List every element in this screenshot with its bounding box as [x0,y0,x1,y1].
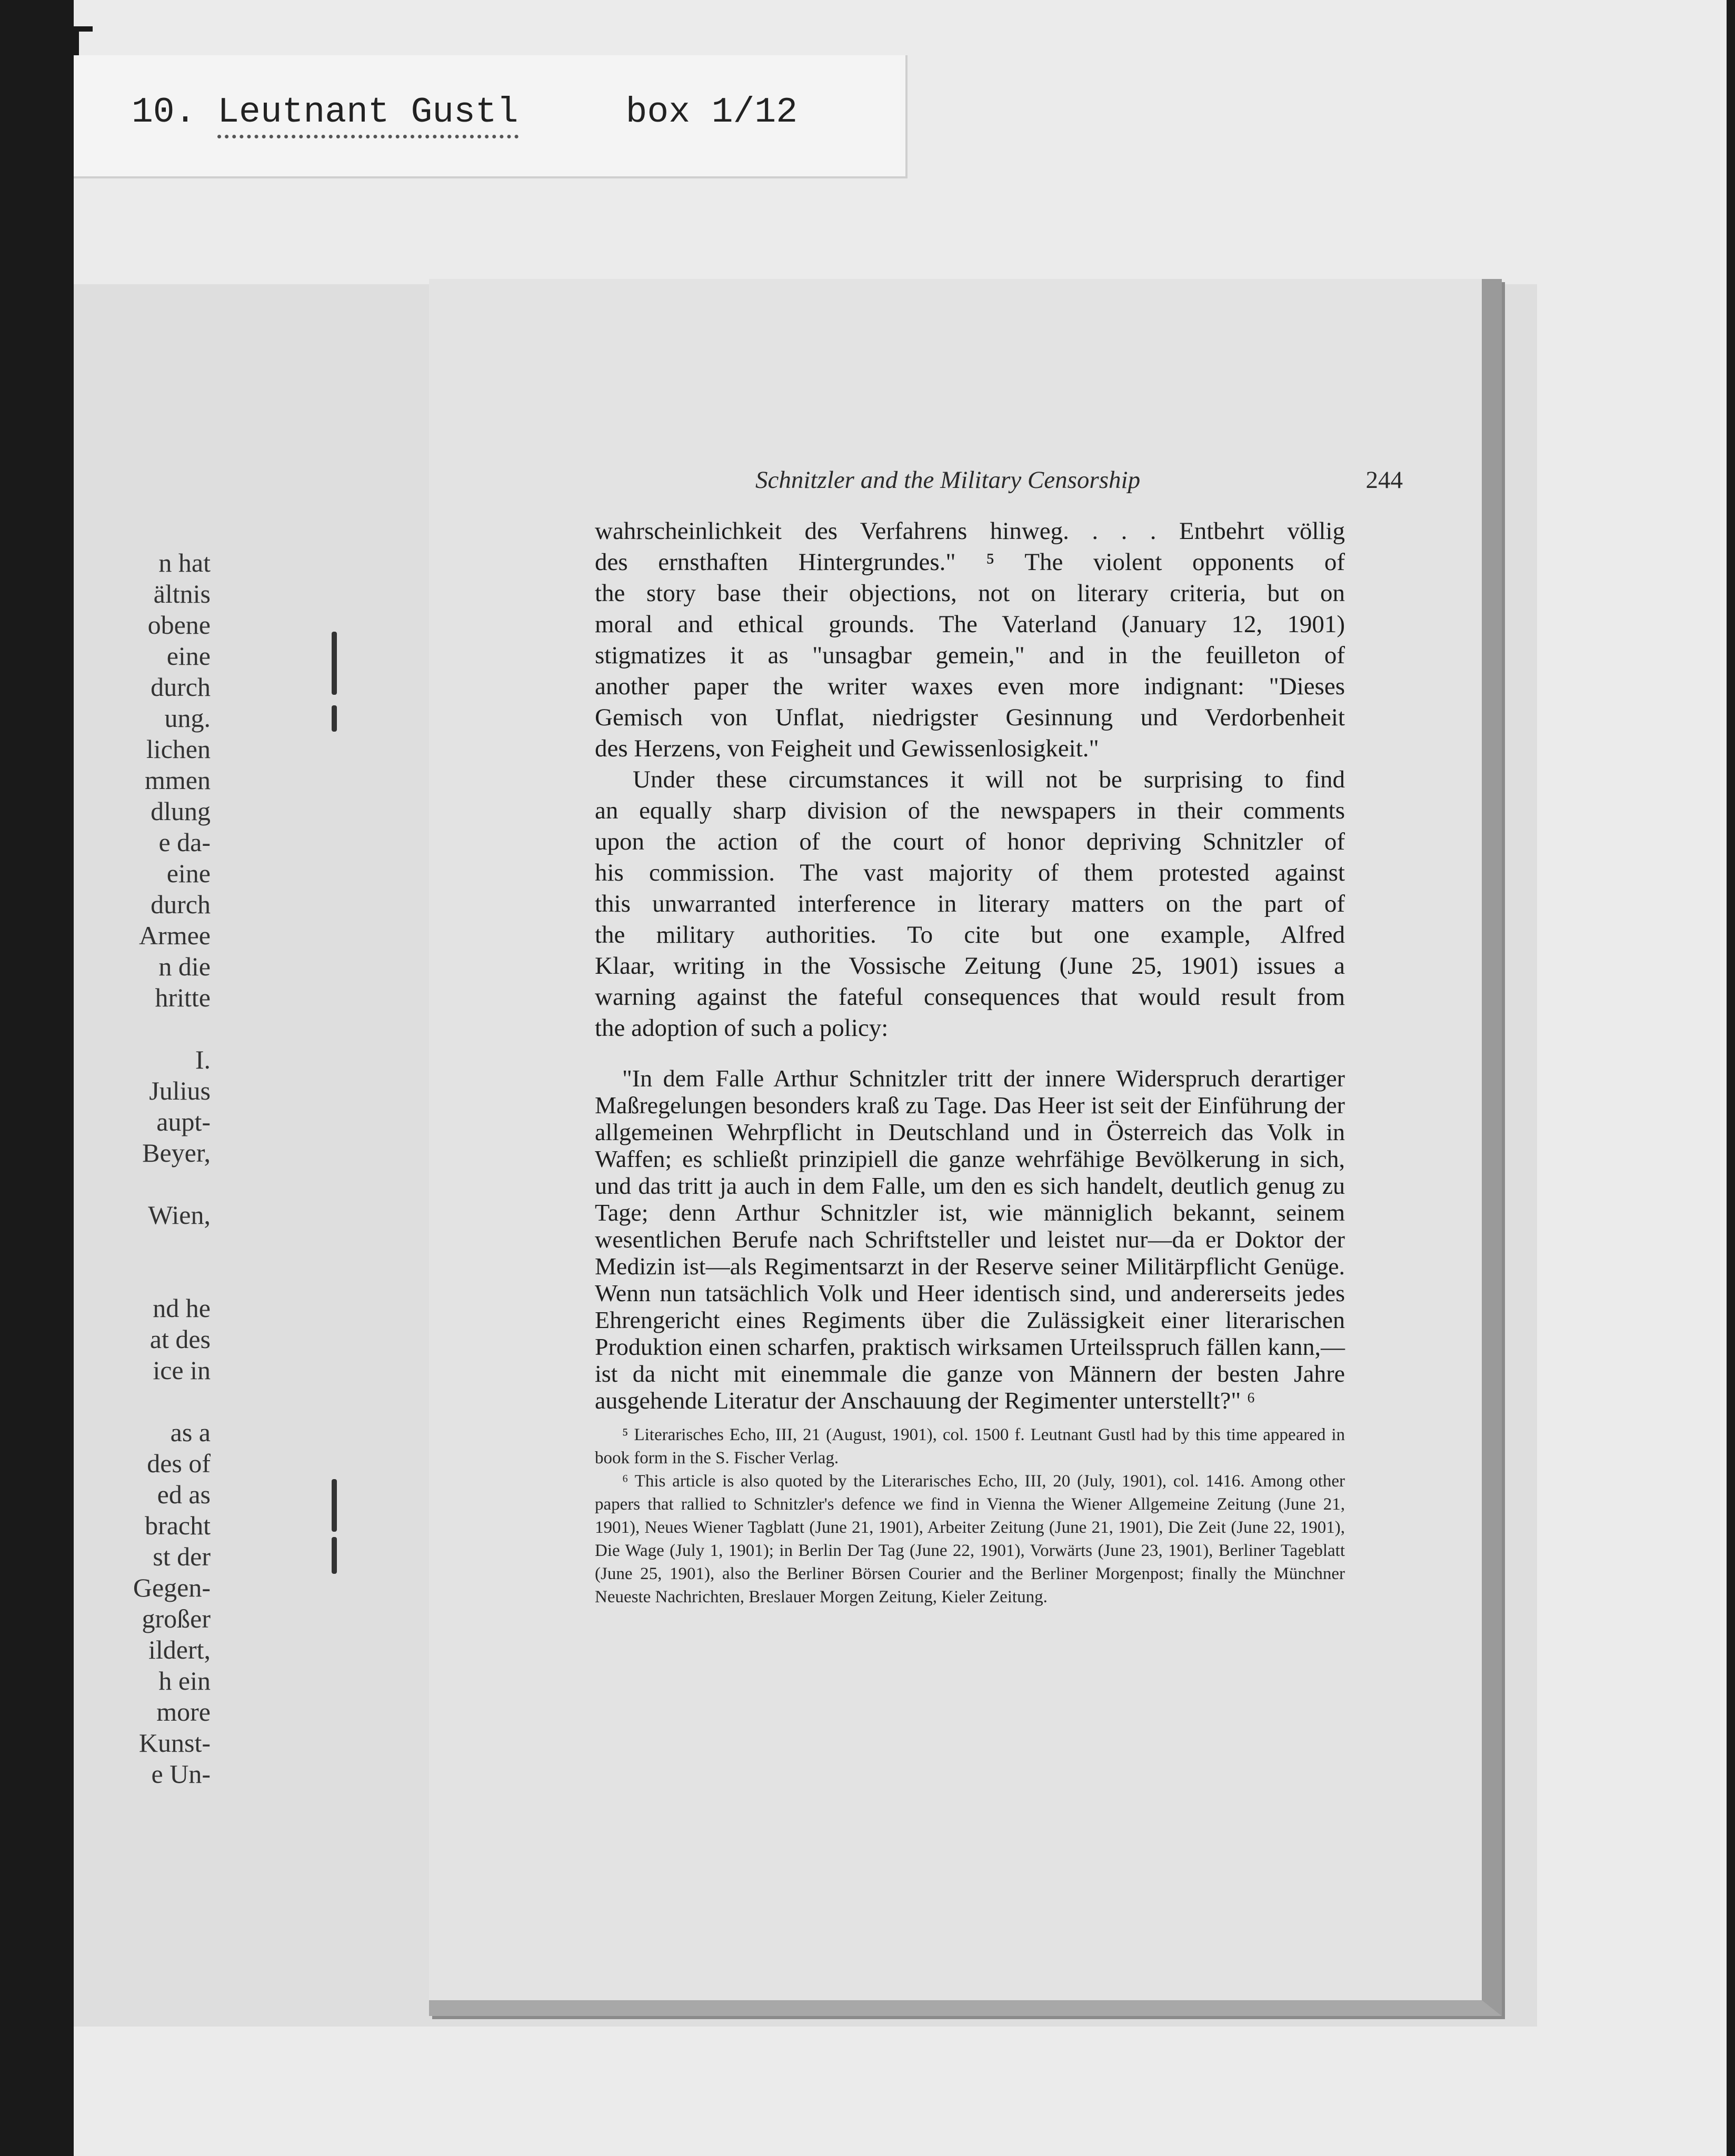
underlying-fragment: Julius [149,1076,211,1105]
text-line: an equally sharp division of the newspapers in their comments [595,797,1345,824]
footnote-6: ⁶ This article is also quoted by the Literarisches Echo, III, 20 (July, 1901), col. 1416. Among other papers that rallied to Schnitzler's defence we find in Vienna the Wiener Allgemeine Zeitung (June 21, 1901), Neues Wiener Tagblatt (June 21, 1901), Arbeiter Zeitung (June 21, 1901), Die Zeit (June 22, 1901), Die Wage (July 1, 1901); in Berlin Der Tag (June 22, 1901), Vorwärts (June 23, 1901), Berliner Tageblatt (June 25, 1901), also the Berliner Börsen Courier and the Berliner Morgenpost; finally the Münchner Neueste Nachrichten, Breslauer Morgen Zeitung, Kieler Zeitung. [595,1472,1345,1606]
underlying-fragment: durch [151,672,211,702]
underlying-fragment: Wien, [148,1200,211,1230]
underlying-fragment: ältnis [153,579,211,608]
underlying-gap [74,1169,211,1200]
text-line: Klaar, writing in the Vossische Zeitung (June 25, 1901) issues a [595,952,1345,980]
paragraph-1 [595,516,1345,764]
underlying-fragment: Armee [138,921,211,950]
underlying-fragment: ice in [153,1355,211,1385]
underlying-fragment: hritte [155,983,211,1012]
text-line: upon the action of the court of honor depriving Schnitzler of [595,828,1345,855]
underlying-fragment: ed as [157,1480,211,1509]
underlying-fragment: at des [149,1324,211,1354]
underlying-fragment: n die [158,952,211,981]
text-line: the story base their objections, not on literary criteria, but on [595,580,1345,607]
underlying-fragment: eine [166,641,211,671]
underlying-fragment: st der [153,1542,211,1571]
underlying-fragment: bracht [145,1511,211,1540]
underlying-page-text [74,547,211,2127]
text-line: Gemisch von Unflat, niedrigster Gesinnung und Verdorbenheit [595,704,1345,731]
underlying-fragment: großer [142,1604,211,1633]
underlying-fragment: eine [166,859,211,888]
text-line: this unwarranted interference in literary matters on the part of [595,890,1345,917]
staple-mark [332,1537,337,1574]
archive-label [132,92,890,133]
quote-text: "In dem Falle Arthur Schnitzler tritt der innere Widerspruch derartiger Maßregelungen besonders kraß zu Tage. Das Heer ist seit der Einführung der allgemeinen Wehrpflicht in Deutschland und in Österreich das Volk in Waffen; es schließt prinzipiell die ganze wehrfähige Bevölkerung in sich, und das tritt ja auch in dem Falle, um den es sich handelt, deutlich genug zu Tage; denn Arthur Schnitzler ist, wie männiglich bekannt, seinem wesentlichen Berufe nach Schriftsteller und leistet nur—da er Doktor der Medizin ist—als Regimentsarzt in der Reserve seiner Militärpflicht Genüge. Wenn nun tatsächlich Volk und Heer identisch sind, und andererseits jedes Ehrengericht eines Regiments über die Zulässigkeit einer literarischen Produktion einen scharfen, praktisch wirksamen Urteilsspruch fällen kann,—ist da nicht mit einemmale die ganze von Männern der besten Jahre ausgehende Literatur der Anschauung der Regimenter unterstellt?" ⁶ [595,1065,1345,1414]
document-page [429,279,1502,2016]
underlying-fragment: Gegen- [133,1573,211,1602]
text-line: warning against the fateful consequences that would result from [595,983,1345,1011]
staple-mark [332,1479,337,1532]
footnote-5: ⁵ Literarisches Echo, III, 21 (August, 1901), col. 1500 f. Leutnant Gustl had by this time appeared in book form in the S. Fischer Verlag. [595,1425,1345,1468]
underlying-fragment: ung. [164,703,211,733]
text-line: his commission. The vast majority of them protested against [595,859,1345,886]
text-line: the adoption of such a policy: [595,1014,889,1042]
underlying-fragment: des of [147,1449,211,1478]
running-head [755,466,1403,494]
underlying-gap [74,1386,211,1417]
footnotes [595,1423,1345,1609]
underlying-fragment: durch [151,890,211,919]
text-line: des Herzens, von Feigheit und Gewissenlosigkeit." [595,735,1099,762]
text-line: the military authorities. To cite but one example, Alfred [595,921,1345,949]
page-number: 244 [1365,466,1403,494]
running-head-title: Schnitzler and the Military Censorship [755,466,1141,494]
underlying-fragment: obene [147,610,211,640]
text-line: another paper the writer waxes even more indignant: "Dieses [595,673,1345,700]
staple-mark [332,705,337,732]
staple-mark [332,632,337,695]
underlying-fragment: Beyer, [142,1138,211,1167]
block-quote [595,1065,1345,1414]
underlying-fragment: aupt- [156,1107,211,1136]
text-line: Under these circumstances it will not be surprising to find [633,766,1345,793]
underlying-fragment: Kunst- [138,1728,211,1758]
underlying-fragment: I. [195,1045,211,1074]
archive-label-strip [74,55,908,178]
underlying-gap [74,1262,211,1293]
underlying-fragment: nd he [153,1293,211,1323]
underlying-fragment: dlung [151,796,211,826]
underlying-gap [74,1231,211,1262]
underlying-fragment: ildert, [148,1635,211,1664]
text-line: stigmatizes it as "unsagbar gemein," and in the feuilleton of [595,642,1345,669]
label-title: Leutnant Gustl [217,92,518,138]
underlying-fragment: more [156,1697,211,1726]
underlying-fragment: e da- [158,827,211,857]
text-line: moral and ethical grounds. The Vaterland (January 12, 1901) [595,611,1345,638]
underlying-fragment: e Un- [151,1759,211,1789]
body-text [595,516,1345,1609]
underlying-fragment: h ein [158,1666,211,1695]
label-box: box 1/12 [625,92,798,133]
underlying-gap [74,1013,211,1044]
text-line: wahrscheinlichkeit des Verfahrens hinweg. . . . Entbehrt völlig [595,517,1345,545]
binding-staples [332,632,342,1579]
underlying-fragment: n hat [158,548,211,577]
microfilm-sheet [74,0,1727,2156]
underlying-fragment: lichen [146,734,211,764]
label-number: 10. [132,92,196,133]
underlying-fragment: mmen [145,765,211,795]
text-line: des ernsthaften Hintergrundes." ⁵ The violent opponents of [595,548,1345,576]
paragraph-2 [595,764,1345,1044]
underlying-fragment: as a [170,1418,211,1447]
